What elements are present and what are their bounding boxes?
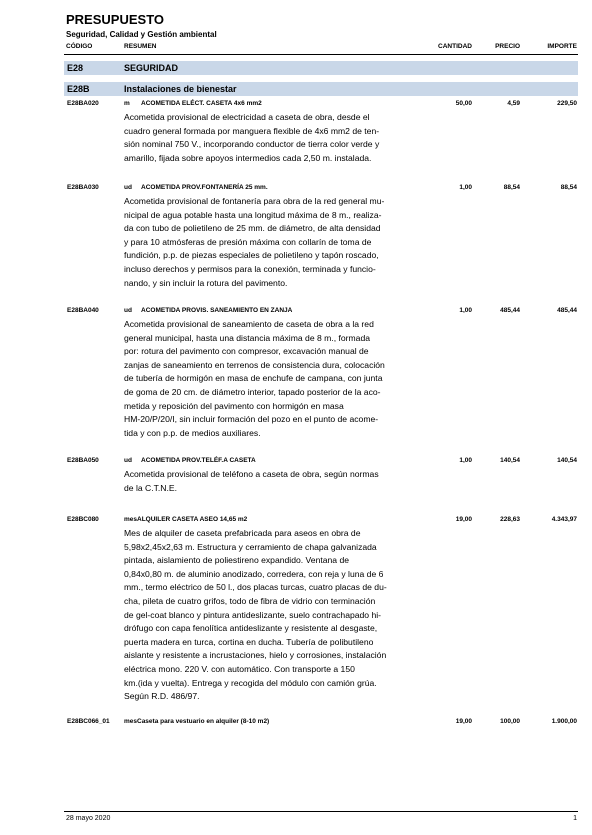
item-name: ALQUILER CASETA ASEO 14,65 m2: [137, 516, 248, 523]
description-line: HM-20/P/20/I, sin incluir formación del pozo en el punto de acome-: [124, 414, 379, 425]
item-description: [124, 468, 414, 495]
description-line: Acometida provisional de fontanería para obra de la red general mu-: [124, 196, 385, 206]
item-unit: ud: [124, 457, 132, 464]
budget-item-header: [0, 515, 592, 526]
budget-item: [0, 99, 592, 165]
item-quantity: 1,00: [459, 184, 472, 191]
description-line: da con tubo de polietileno de 25 mm. de diámetro, de alta densidad: [124, 223, 381, 234]
item-quantity: 1,00: [459, 457, 472, 464]
subchapter-code: E28B: [67, 84, 90, 94]
budget-item: [0, 456, 592, 495]
description-line: puerta madera en turca, cortina en ducha. Tubería de polibutileno: [124, 636, 374, 647]
item-amount: 229,50: [557, 100, 577, 107]
item-code: E28BC080: [67, 516, 99, 523]
item-code: E28BA050: [67, 457, 99, 464]
footer-page-number: 1: [573, 815, 577, 822]
description-line: zanjas de saneamiento en terrenos de consistencia dura, colocación: [124, 359, 385, 370]
item-code: E28BA020: [67, 100, 99, 107]
item-price: 100,00: [500, 718, 520, 725]
description-line: 5,98x2,45x2,63 m. Estructura y cerramiento de chapa galvanizada: [124, 541, 377, 552]
item-code: E28BA030: [67, 184, 99, 191]
item-unit: ud: [124, 307, 132, 314]
description-line: cha, pileta de cuatro grifos, todo de fibra de vidrio con terminación: [124, 595, 376, 606]
description-line: pintada, aislamiento de poliestireno expandido. Ventana de: [124, 555, 350, 566]
item-unit: mes: [124, 718, 138, 725]
item-quantity: 19,00: [455, 516, 472, 523]
page-title: PRESUPUESTO: [66, 12, 165, 27]
item-description: [124, 527, 414, 704]
description-line: Mes de alquiler de caseta prefabricada para aseos en obra de: [124, 528, 361, 538]
item-code: E28BA040: [67, 307, 99, 314]
description-line: de tubería de hormigón en masa de enchufe de campana, con junta: [124, 373, 383, 384]
budget-item: [0, 717, 592, 728]
budget-item-header: [0, 306, 592, 317]
subchapter-band: [64, 82, 578, 96]
item-quantity: 19,00: [455, 718, 472, 725]
description-line: aislante y resistente a incrustaciones, hielo y corrosiones, instalación: [124, 650, 387, 661]
item-price: 140,54: [500, 457, 520, 464]
description-line: Acometida provisional de electricidad a caseta de obra, desde el: [124, 112, 370, 122]
budget-item-header: [0, 717, 592, 728]
column-header-qty: CANTIDAD: [438, 43, 472, 50]
item-amount: 140,54: [557, 457, 577, 464]
column-header-summary: RESUMEN: [124, 43, 157, 50]
description-line: eléctrica mono. 220 V. con automático. Con transporte a 150: [124, 663, 355, 674]
column-header-price: PRECIO: [495, 43, 520, 50]
item-price: 228,63: [500, 516, 520, 523]
budget-item: [0, 515, 592, 704]
footer-divider: [64, 811, 578, 812]
description-line: incluso derechos y permisos para la conexión, terminada y funcio-: [124, 263, 376, 274]
chapter-code: E28: [67, 63, 84, 73]
page-subtitle: Seguridad, Calidad y Gestión ambiental: [66, 30, 217, 39]
description-line: Acometida provisional de teléfono a caseta de obra, según normas: [124, 469, 379, 479]
description-line: general municipal, hasta una distancia máxima de 8 m., formada: [124, 332, 371, 343]
description-line: por: rotura del pavimento con compresor, excavación manual de: [124, 346, 369, 357]
description-line: 0,84x0,80 m. de aluminio anodizado, corredera, con reja y luna de 6: [124, 568, 384, 579]
item-amount: 1.900,00: [551, 718, 577, 725]
item-unit: mes: [124, 516, 138, 523]
item-price: 485,44: [500, 307, 520, 314]
description-line: metida y reposición del pavimento con hormigón en masa: [124, 400, 344, 411]
description-line: Según R.D. 486/97.: [124, 691, 200, 702]
item-unit: m: [124, 100, 130, 107]
budget-item: [0, 183, 592, 290]
item-price: 4,59: [507, 100, 520, 107]
description-line: de la C.T.N.E.: [124, 482, 178, 493]
item-quantity: 50,00: [455, 100, 472, 107]
subchapter-name: Instalaciones de bienestar: [124, 84, 237, 94]
description-line: nicipal de agua potable hasta una longitud máxima de 8 m., realiza-: [124, 209, 382, 220]
column-header-amount: IMPORTE: [547, 43, 577, 50]
description-line: Acometida provisional de saneamiento de caseta de obra a la red: [124, 319, 374, 329]
budget-item: [0, 306, 592, 440]
description-line: amarillo, fijada sobre apoyos intermedios cada 2,50 m. instalada.: [124, 152, 372, 163]
description-line: y para 10 atmósferas de presión máxima con collarín de toma de: [124, 236, 372, 247]
budget-item-header: [0, 183, 592, 194]
description-line: nando, y sin incluir la rotura del pavimento.: [124, 277, 288, 288]
item-amount: 4.343,97: [551, 516, 577, 523]
description-line: drófugo con capa fenolítica antideslizante y resistente al desgaste,: [124, 623, 378, 634]
chapter-band: [64, 61, 578, 75]
description-line: de goma de 20 cm. de diámetro interior, tapado posterior de la aco-: [124, 386, 381, 397]
description-line: km.(ida y vuelta). Entrega y recogida del módulo con camión grúa.: [124, 677, 377, 688]
budget-item-header: [0, 456, 592, 467]
item-name: ACOMETIDA PROV.FONTANERÍA 25 mm.: [141, 184, 268, 191]
item-amount: 88,54: [560, 184, 577, 191]
description-line: fundición, p.p. de piezas especiales de polietileno y tapón roscado,: [124, 250, 379, 261]
item-quantity: 1,00: [459, 307, 472, 314]
item-price: 88,54: [503, 184, 520, 191]
item-name: ACOMETIDA PROV.TELÉF.A CASETA: [141, 457, 256, 464]
item-name: ACOMETIDA PROVIS. SANEAMIENTO EN ZANJA: [141, 307, 293, 314]
item-description: [124, 111, 414, 165]
description-line: cuadro general formada por manguera flexible de 4x6 mm2 de ten-: [124, 125, 380, 136]
footer-date: 28 mayo 2020: [66, 815, 111, 822]
item-description: [124, 318, 414, 440]
item-amount: 485,44: [557, 307, 577, 314]
chapter-name: SEGURIDAD: [124, 63, 179, 73]
header-divider: [64, 54, 578, 55]
item-name: ACOMETIDA ELÉCT. CASETA 4x6 mm2: [141, 100, 262, 107]
item-name: Caseta para vestuario en alquiler (8-10 m2): [137, 718, 270, 725]
item-description: [124, 195, 414, 290]
item-unit: ud: [124, 184, 132, 191]
item-code: E28BC066_01: [67, 718, 110, 725]
description-line: de gel-coat blanco y pintura antideslizante, suelo contrachapado hi-: [124, 609, 382, 620]
budget-item-header: [0, 99, 592, 110]
description-line: tida y con p.p. de medios auxiliares.: [124, 427, 261, 438]
description-line: sión nominal 750 V., incorporando conductor de tierra color verde y: [124, 139, 380, 150]
description-line: mm., termo eléctrico de 50 l., dos placas turcas, cuatro placas de du-: [124, 582, 387, 593]
column-header-code: CÓDIGO: [66, 43, 93, 50]
